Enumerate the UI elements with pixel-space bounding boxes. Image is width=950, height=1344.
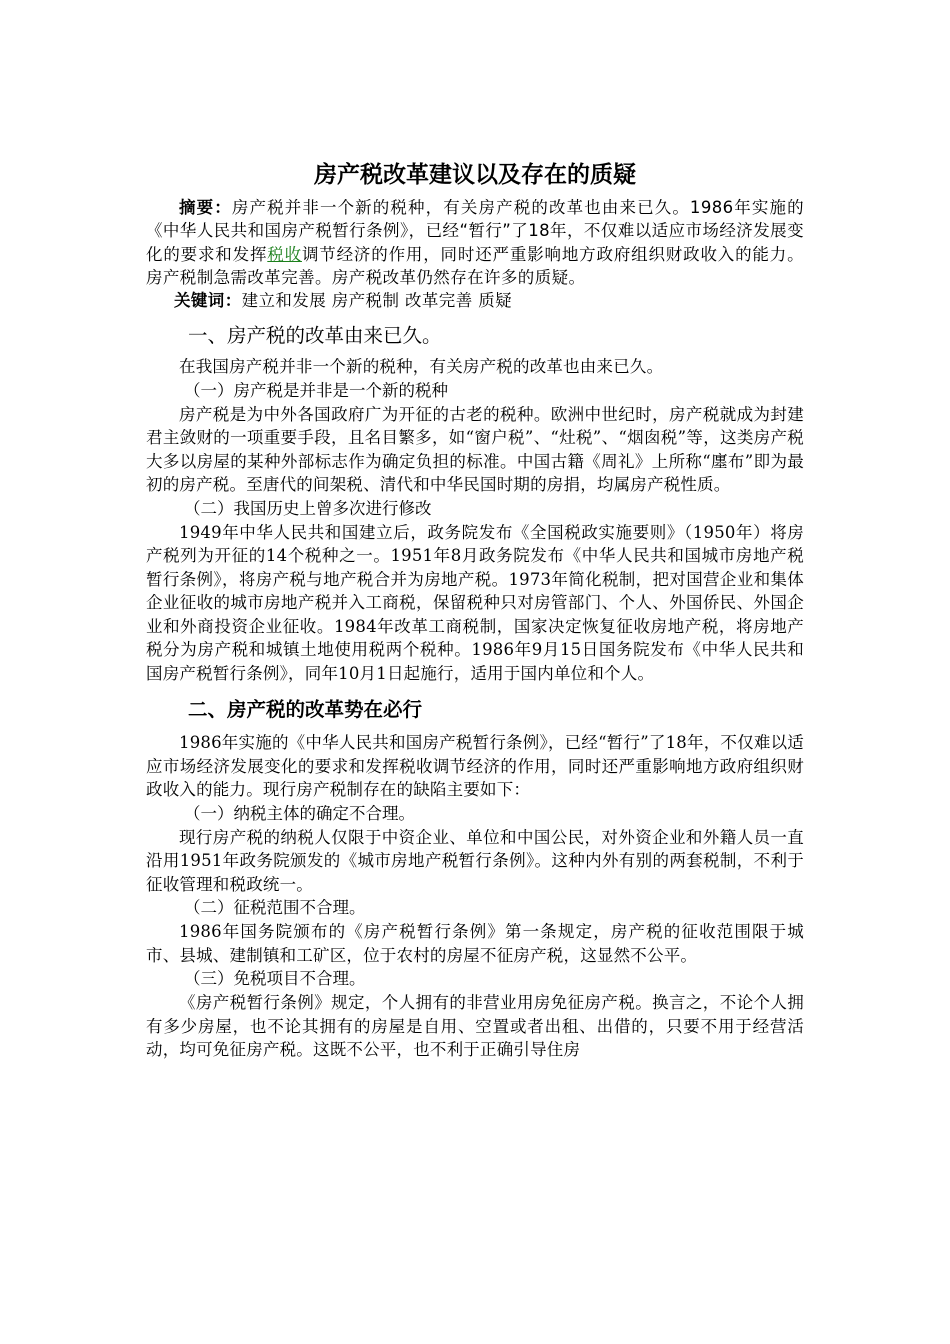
abstract-text-after: 调节经济的作用，同时还严重影响地方政府组织财政收入的能力。房产税制急需改革完善。房产税改革仍然存在许多的质疑。	[146, 244, 804, 287]
section-2-sub-2-heading: （二）征税范围不合理。	[184, 898, 366, 918]
section-1-sub-2-text: 1949年中华人民共和国建立后，政务院发布《全国税政实施要则》（1950年）将房产税列为开征的14个税种之一。1951年8月政务院发布《中华人民共和国城市房地产税暂行条例》，将房产税与地产税合并为房地产税。1973年简化税制，把对国营企业和集体企业征收的城市房地产税并入工商税，保留税种只对房管部门、个人、外国侨民、外国企业和外商投资企业征收。1984年改革工商税制，国家决定恢复征收房地产税，将房地产税分为房产税和城镇土地使用税两个税种。1986年9月15日国务院发布《中华人民共和国房产税暂行条例》，同年10月1日起施行，适用于国内单位和个人。	[146, 522, 804, 683]
section-2-heading: 二、房产税的改革势在必行	[188, 698, 423, 722]
section-2-sub-2-text: 1986年国务院颁布的《房产税暂行条例》第一条规定，房产税的征收范围限于城市、县城、建制镇和工矿区，位于农村的房屋不征房产税，这显然不公平。	[146, 922, 804, 965]
abstract-paragraph	[146, 196, 804, 289]
keywords-label: 关键词：	[174, 291, 242, 311]
tax-link[interactable]: 税收	[267, 244, 302, 264]
abstract-text-before: 房产税并非一个新的税种，有关房产税的改革也由来已久。1986年实施的《中华人民共和国房产税暂行条例》，已经“暂行”了18年，不仅难以适应市场经济发展变化的要求和发挥	[146, 198, 804, 264]
section-1-sub-2-heading: （二）我国历史上曾多次进行修改	[184, 498, 432, 518]
keywords-line	[146, 289, 804, 313]
section-1-heading: 一、房产税的改革由来已久。	[188, 324, 442, 348]
keywords-text: 建立和发展 房产税制 改革完善 质疑	[241, 291, 513, 311]
section-2-sub-3-heading: （三）免税项目不合理。	[184, 969, 366, 989]
document-page	[146, 158, 804, 1062]
section-2-sub-1-heading: （一）纳税主体的确定不合理。	[184, 803, 415, 823]
section-2-intro: 1986年实施的《中华人民共和国房产税暂行条例》，已经“暂行”了18年，不仅难以适应市场经济发展变化的要求和发挥税收调节经济的作用，同时还严重影响地方政府组织财政收入的能力。现行房产税制存在的缺陷主要如下：	[146, 733, 804, 800]
document-title: 房产税改革建议以及存在的质疑	[314, 162, 636, 188]
section-1-sub-1-heading: （一）房产税是并非是一个新的税种	[184, 380, 448, 400]
section-1-intro: 在我国房产税并非一个新的税种，有关房产税的改革也由来已久。	[179, 357, 664, 377]
section-2-sub-3-text: 《房产税暂行条例》规定，个人拥有的非营业用房免征房产税。换言之，不论个人拥有多少房屋，也不论其拥有的房屋是自用、空置或者出租、出借的，只要不用于经营活动，均可免征房产税。这既不公平，也不利于正确引导住房	[146, 993, 804, 1060]
section-2-sub-1-text: 现行房产税的纳税人仅限于中资企业、单位和中国公民，对外资企业和外籍人员一直沿用1951年政务院颁发的《城市房地产税暂行条例》。这种内外有别的两套税制，不利于征收管理和税政统一。	[146, 827, 804, 894]
section-1-sub-1-text: 房产税是为中外各国政府广为开征的古老的税种。欧洲中世纪时，房产税就成为封建君主敛财的一项重要手段，且名目繁多，如“窗户税”、“灶税”、“烟囱税”等，这类房产税大多以房屋的某种外部标志作为确定负担的标准。中国古籍《周礼》上所称“廛布”即为最初的房产税。至唐代的间架税、清代和中华民国时期的房捐，均属房产税性质。	[146, 404, 804, 495]
abstract-label: 摘要：	[179, 198, 232, 217]
